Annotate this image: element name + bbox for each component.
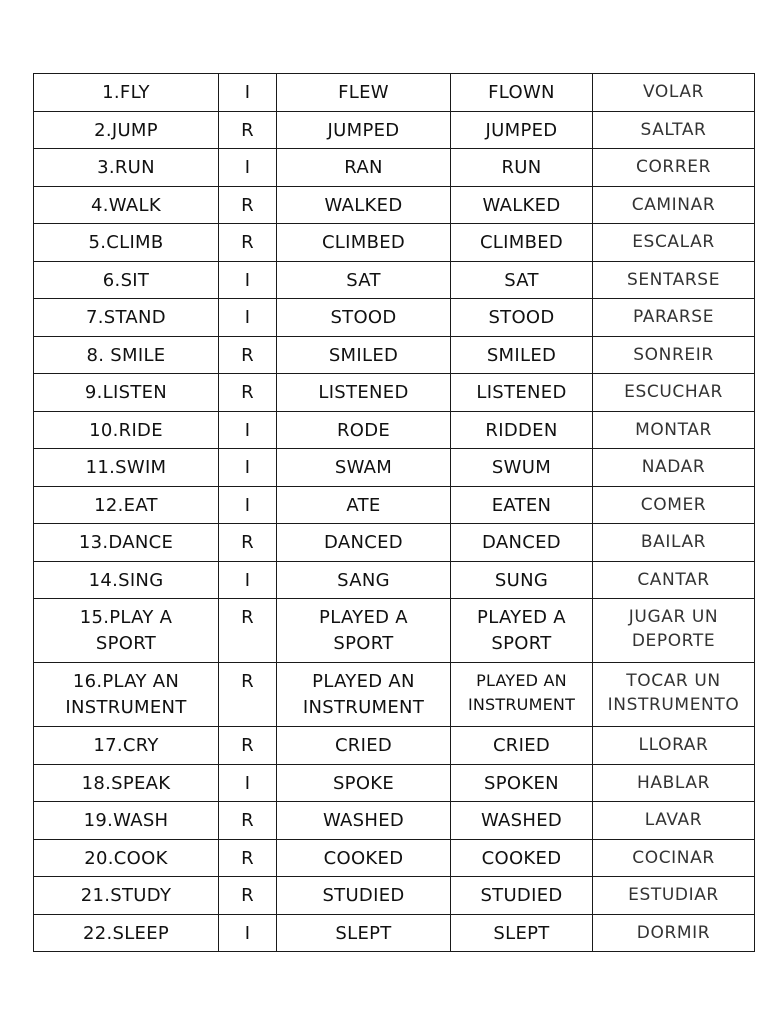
participle-cell: SMILED	[451, 336, 593, 374]
past-cell: PLAYED A SPORT	[277, 599, 451, 663]
type-cell: I	[219, 486, 277, 524]
spanish-cell: MONTAR	[593, 411, 755, 449]
type-cell: I	[219, 764, 277, 802]
table-row	[34, 727, 755, 765]
verb-table	[33, 73, 755, 952]
past-cell: CRIED	[277, 727, 451, 765]
table-row	[34, 599, 755, 663]
verb-table-body	[34, 74, 755, 952]
participle-cell: WASHED	[451, 802, 593, 840]
type-cell: R	[219, 374, 277, 412]
spanish-cell: ESTUDIAR	[593, 877, 755, 915]
type-cell: R	[219, 727, 277, 765]
verb-cell: 18.SPEAK	[34, 764, 219, 802]
past-cell: SWAM	[277, 449, 451, 487]
past-cell: STOOD	[277, 299, 451, 337]
type-cell: R	[219, 524, 277, 562]
past-cell: RODE	[277, 411, 451, 449]
spanish-cell: DORMIR	[593, 914, 755, 952]
table-row	[34, 449, 755, 487]
type-cell: R	[219, 877, 277, 915]
spanish-cell: COMER	[593, 486, 755, 524]
spanish-cell: JUGAR UN DEPORTE	[593, 599, 755, 663]
verb-cell: 16.PLAY AN INSTRUMENT	[34, 663, 219, 727]
spanish-cell: CAMINAR	[593, 186, 755, 224]
verb-cell: 3.RUN	[34, 149, 219, 187]
participle-cell: STUDIED	[451, 877, 593, 915]
verb-cell: 4.WALK	[34, 186, 219, 224]
participle-cell: EATEN	[451, 486, 593, 524]
verb-cell: 19.WASH	[34, 802, 219, 840]
verb-cell: 1.FLY	[34, 74, 219, 112]
verb-cell: 2.JUMP	[34, 111, 219, 149]
past-cell: WASHED	[277, 802, 451, 840]
spanish-cell: HABLAR	[593, 764, 755, 802]
participle-cell: SPOKEN	[451, 764, 593, 802]
participle-cell: SLEPT	[451, 914, 593, 952]
verb-cell: 11.SWIM	[34, 449, 219, 487]
past-cell: CLIMBED	[277, 224, 451, 262]
spanish-cell: SENTARSE	[593, 261, 755, 299]
verb-cell: 12.EAT	[34, 486, 219, 524]
table-row	[34, 561, 755, 599]
spanish-cell: CORRER	[593, 149, 755, 187]
verb-cell: 14.SING	[34, 561, 219, 599]
past-cell: SMILED	[277, 336, 451, 374]
spanish-cell: ESCALAR	[593, 224, 755, 262]
table-row	[34, 299, 755, 337]
table-row	[34, 336, 755, 374]
past-cell: STUDIED	[277, 877, 451, 915]
verb-cell: 9.LISTEN	[34, 374, 219, 412]
past-cell: COOKED	[277, 839, 451, 877]
table-row	[34, 486, 755, 524]
past-cell: SLEPT	[277, 914, 451, 952]
table-row	[34, 261, 755, 299]
past-cell: ATE	[277, 486, 451, 524]
participle-cell: JUMPED	[451, 111, 593, 149]
participle-cell: DANCED	[451, 524, 593, 562]
spanish-cell: ESCUCHAR	[593, 374, 755, 412]
type-cell: I	[219, 299, 277, 337]
past-cell: RAN	[277, 149, 451, 187]
type-cell: I	[219, 74, 277, 112]
participle-cell: LISTENED	[451, 374, 593, 412]
verb-cell: 20.COOK	[34, 839, 219, 877]
past-cell: SAT	[277, 261, 451, 299]
participle-cell: SUNG	[451, 561, 593, 599]
verb-cell: 21.STUDY	[34, 877, 219, 915]
spanish-cell: SONREIR	[593, 336, 755, 374]
table-row	[34, 111, 755, 149]
table-row	[34, 74, 755, 112]
type-cell: R	[219, 839, 277, 877]
participle-cell: RUN	[451, 149, 593, 187]
verb-cell: 5.CLIMB	[34, 224, 219, 262]
type-cell: I	[219, 261, 277, 299]
past-cell: LISTENED	[277, 374, 451, 412]
participle-cell: COOKED	[451, 839, 593, 877]
verb-cell: 17.CRY	[34, 727, 219, 765]
participle-cell: FLOWN	[451, 74, 593, 112]
table-row	[34, 802, 755, 840]
spanish-cell: VOLAR	[593, 74, 755, 112]
type-cell: R	[219, 186, 277, 224]
participle-cell: CLIMBED	[451, 224, 593, 262]
table-row	[34, 914, 755, 952]
table-row	[34, 764, 755, 802]
type-cell: R	[219, 224, 277, 262]
table-row	[34, 524, 755, 562]
type-cell: R	[219, 336, 277, 374]
spanish-cell: PARARSE	[593, 299, 755, 337]
spanish-cell: LAVAR	[593, 802, 755, 840]
past-cell: JUMPED	[277, 111, 451, 149]
spanish-cell: BAILAR	[593, 524, 755, 562]
participle-cell: SWUM	[451, 449, 593, 487]
table-row	[34, 663, 755, 727]
type-cell: R	[219, 802, 277, 840]
past-cell: SANG	[277, 561, 451, 599]
past-cell: WALKED	[277, 186, 451, 224]
verb-cell: 13.DANCE	[34, 524, 219, 562]
table-row	[34, 411, 755, 449]
verb-cell: 8. SMILE	[34, 336, 219, 374]
type-cell: R	[219, 599, 277, 663]
verb-cell: 22.SLEEP	[34, 914, 219, 952]
table-row	[34, 224, 755, 262]
table-row	[34, 374, 755, 412]
table-row	[34, 877, 755, 915]
participle-cell: STOOD	[451, 299, 593, 337]
participle-cell: RIDDEN	[451, 411, 593, 449]
spanish-cell: SALTAR	[593, 111, 755, 149]
table-row	[34, 186, 755, 224]
type-cell: I	[219, 561, 277, 599]
spanish-cell: COCINAR	[593, 839, 755, 877]
participle-cell: SAT	[451, 261, 593, 299]
verb-cell: 15.PLAY A SPORT	[34, 599, 219, 663]
type-cell: I	[219, 411, 277, 449]
table-row	[34, 839, 755, 877]
spanish-cell: TOCAR UN INSTRUMENTO	[593, 663, 755, 727]
past-cell: PLAYED AN INSTRUMENT	[277, 663, 451, 727]
participle-cell: PLAYED AN INSTRUMENT	[451, 663, 593, 727]
spanish-cell: NADAR	[593, 449, 755, 487]
verb-cell: 7.STAND	[34, 299, 219, 337]
table-row	[34, 149, 755, 187]
type-cell: I	[219, 914, 277, 952]
type-cell: I	[219, 449, 277, 487]
spanish-cell: CANTAR	[593, 561, 755, 599]
type-cell: I	[219, 149, 277, 187]
type-cell: R	[219, 663, 277, 727]
verb-cell: 10.RIDE	[34, 411, 219, 449]
type-cell: R	[219, 111, 277, 149]
past-cell: SPOKE	[277, 764, 451, 802]
participle-cell: CRIED	[451, 727, 593, 765]
verb-cell: 6.SIT	[34, 261, 219, 299]
participle-cell: PLAYED A SPORT	[451, 599, 593, 663]
participle-cell: WALKED	[451, 186, 593, 224]
spanish-cell: LLORAR	[593, 727, 755, 765]
past-cell: DANCED	[277, 524, 451, 562]
past-cell: FLEW	[277, 74, 451, 112]
